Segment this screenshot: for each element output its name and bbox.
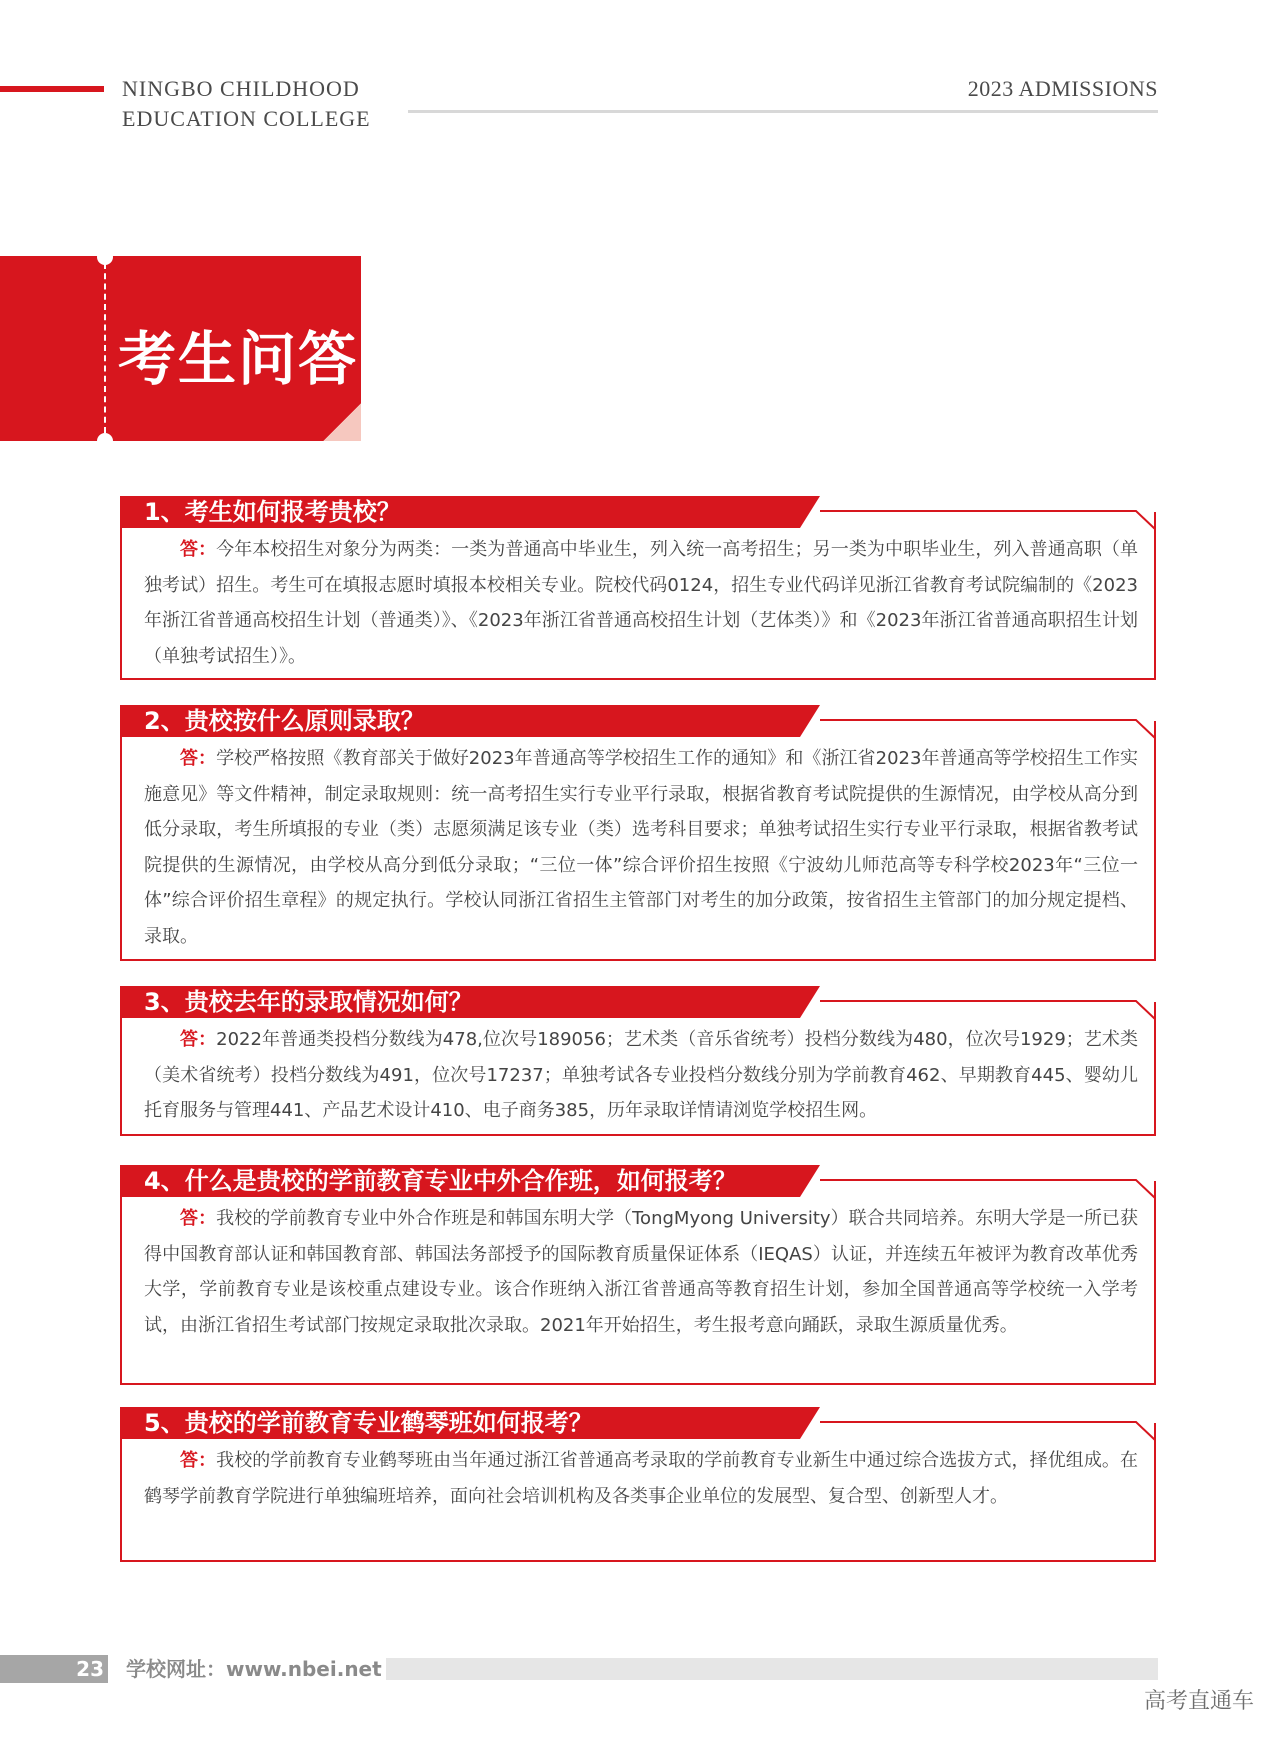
answer-text xyxy=(144,1443,1138,1514)
ticket-notch-top xyxy=(97,249,113,265)
qa-item-2 xyxy=(120,705,1156,961)
question-text: 4、什么是贵校的学前教育专业中外合作班，如何报考？ xyxy=(144,1167,737,1195)
ticket-notch-bottom xyxy=(97,433,113,449)
section-title: 考生问答 xyxy=(118,325,359,393)
answer-label: 答： xyxy=(180,1208,217,1229)
answer-body: 2022年普通类投档分数线为478,位次号189056；艺术类（音乐省统考）投档分数线为480，位次号1929；艺术类（美术省统考）投档分数线为491，位次号17237；单独考试各专业投档分数线分别为学前教育462、早期教育445、婴幼儿托育服务与管理441、产品艺术设计410、电子商务385，历年录取详情请浏览学校招生网。 xyxy=(144,1029,1138,1121)
admissions-label: 2023 ADMISSIONS xyxy=(967,76,1158,101)
qa-item-3 xyxy=(120,986,1156,1136)
question-band-tip xyxy=(800,705,820,737)
answer-label: 答： xyxy=(180,1450,217,1471)
answer-body: 今年本校招生对象分为两类：一类为普通高中毕业生，列入统一高考招生；另一类为中职毕业生，列入普通高职（单独考试）招生。考生可在填报志愿时填报本校相关专业。院校代码0124，招生专业代码详见浙江省教育考试院编制的《2023年浙江省普通高校招生计划（普通类）》、《2023年浙江省普通高校招生计划（艺体类）》和《2023年浙江省普通高职招生计划（单独考试招生）》。 xyxy=(144,539,1138,667)
qa-item-1 xyxy=(120,496,1156,680)
answer-text xyxy=(144,1022,1138,1129)
question-band-tip xyxy=(800,1165,820,1197)
answer-text xyxy=(144,532,1138,674)
answer-body: 我校的学前教育专业鹤琴班由当年通过浙江省普通高考录取的学前教育专业新生中通过综合选拔方式，择优组成。在鹤琴学前教育学院进行单独编班培养，面向社会培训机构及各类事企业单位的发展型、复合型、创新型人才。 xyxy=(144,1450,1138,1507)
answer-label: 答： xyxy=(180,748,217,769)
answer-body: 我校的学前教育专业中外合作班是和韩国东明大学（TongMyong University）联合共同培养。东明大学是一所已获得中国教育部认证和韩国教育部、韩国法务部授予的国际教育质量保证体系（IEQAS）认证，并连续五年被评为教育改革优秀大学，学前教育专业是该校重点建设专业。该合作班纳入浙江省普通高等教育招生计划，参加全国普通高等学校统一入学考试，由浙江省招生考试部门按规定录取批次录取。2021年开始招生，考生报考意向踊跃，录取生源质量优秀。 xyxy=(144,1208,1138,1336)
qa-item-4 xyxy=(120,1165,1156,1385)
answer-label: 答： xyxy=(180,1029,217,1050)
college-name-line1: NINGBO CHILDHOOD xyxy=(122,76,360,101)
question-band-tip xyxy=(800,496,820,528)
question-band-tip xyxy=(800,1407,820,1439)
question-text: 1、考生如何报考贵校？ xyxy=(144,498,401,526)
question-text: 2、贵校按什么原则录取？ xyxy=(144,707,425,735)
answer-body: 学校严格按照《教育部关于做好2023年普通高等学校招生工作的通知》和《浙江省2023年普通高等学校招生工作实施意见》等文件精神，制定录取规则：统一高考招生实行专业平行录取，根据省教育考试院提供的生源情况，由学校从高分到低分录取，考生所填报的专业（类）志愿须满足该专业（类）选考科目要求；单独考试招生实行专业平行录取，根据省教考试院提供的生源情况，由学校从高分到低分录取；“三位一体”综合评价招生按照《宁波幼儿师范高等专科学校2023年“三位一体”综合评价招生章程》的规定执行。学校认同浙江省招生主管部门对考生的加分政策，按省招生主管部门的加分规定提档、录取。 xyxy=(144,748,1138,947)
watermark: 高考直通车 xyxy=(1143,1689,1254,1714)
footer-bar xyxy=(386,1658,1158,1680)
question-text: 5、贵校的学前教育专业鹤琴班如何报考？ xyxy=(144,1409,593,1437)
folded-corner xyxy=(323,403,361,441)
qa-item-5 xyxy=(120,1407,1156,1562)
ticket-perforation xyxy=(104,263,106,433)
page-number: 23 xyxy=(76,1657,104,1681)
college-name-line2: EDUCATION COLLEGE xyxy=(122,106,371,131)
header-accent-line xyxy=(0,86,104,92)
school-website[interactable]: 学校网址：www.nbei.net xyxy=(126,1657,382,1681)
question-band-tip xyxy=(800,986,820,1018)
answer-text xyxy=(144,1201,1138,1343)
answer-text xyxy=(144,741,1138,954)
question-text: 3、贵校去年的录取情况如何？ xyxy=(144,988,473,1016)
header-rule xyxy=(408,110,1158,113)
answer-label: 答： xyxy=(180,539,217,560)
college-name xyxy=(122,74,371,134)
